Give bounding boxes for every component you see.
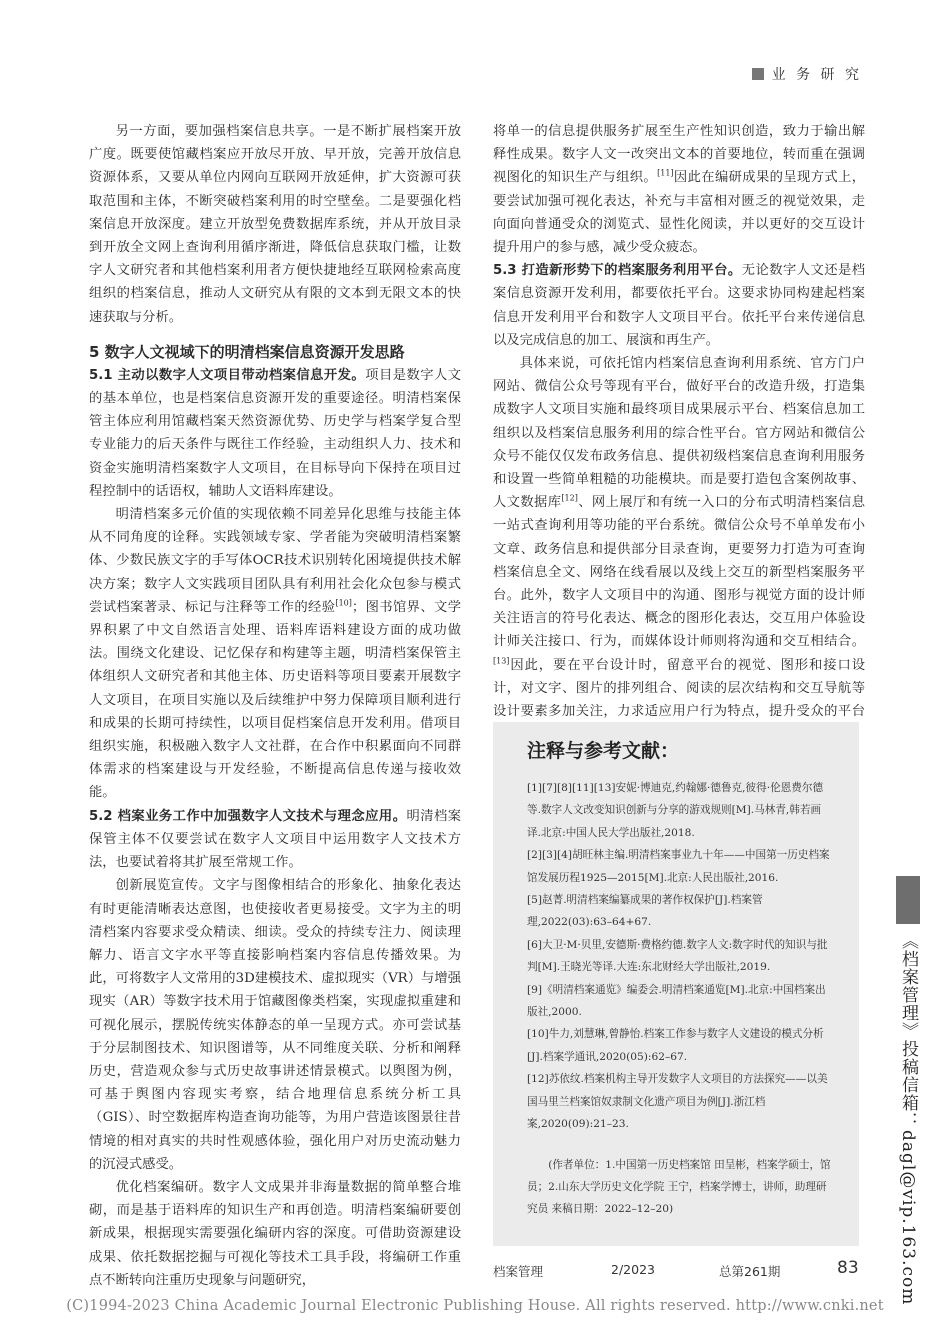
sidebar-bar <box>896 876 920 924</box>
left-column <box>89 120 461 1292</box>
references-title: 注释与参考文献： <box>527 740 680 762</box>
paragraph-text: 项目是数字人文的基本单位，也是档案信息资源开发的重要途径。明清档案保管主体应利用馆藏档案天然资源优势、历史学与档案学复合型专业能力的后天条件与既往工作经验，主动组织人力、技术和资金实施明清档案数字人文项目，在目标导向下保持在项目过程控制中的话语权，辅助人文语料库建设。 <box>89 367 461 499</box>
paragraph-text: 无论数字人文还是档案信息资源开发利用，都要依托平台。这要求协同构建起档案信息开发利用平台和数字人文项目平台。依托平台来传递信息以及完成信息的加工、展演和再生产。 <box>493 263 866 348</box>
page-number: 83 <box>837 1258 859 1278</box>
reference-item: [2][3][4]胡旺林主编.明清档案事业九十年——中国第一历史档案馆发展历程1925—2015[M].北京:人民出版社,2016. <box>527 849 830 884</box>
reference-item: [9]《明清档案通览》编委会.明清档案通览[M].北京:中国档案出版社,2000. <box>527 983 826 1019</box>
paragraph <box>493 259 865 352</box>
submission-sidebar <box>896 876 920 1306</box>
paragraph-text: 将单一的信息提供服务扩展至生产性知识创造，致力于输出解释性成果。数字人文一改突出文本的首要地位，转而重在强调视图化的知识生产与组织。 <box>493 124 865 186</box>
author-info: (作者单位：1.中国第一历史档案馆 田呈彬，档案学硕士，馆员；2.山东大学历史文化学院 王宁，档案学博士，讲师，助理研究员 来稿日期：2022–12–20) <box>527 1158 831 1216</box>
subsection-heading: 5.3 打造新形势下的档案服务利用平台。 <box>493 263 742 279</box>
section-heading: 5 数字人文视域下的明清档案信息资源开发思路 <box>89 342 405 361</box>
citation: [10] <box>335 598 352 608</box>
paragraph: 优化档案编研。数字人文成果并非海量数据的简单整合堆砌，而是基于语料库的知识生产和再创造。明清档案编研要创新成果，根据现实需要强化编研内容的深度。可借助资源建设成果、依托数据挖掘与可视化等技术工具手段，将编研工作重点不断转向注重历史现象与问题研究， <box>89 1179 461 1288</box>
paragraph <box>493 120 865 259</box>
header-square-icon <box>752 68 764 80</box>
paragraph <box>89 503 461 805</box>
paragraph: 另一方面，要加强档案信息共享。一是不断扩展档案开放广度。既要使馆藏档案应开放尽开放、早开放，完善开放信息资源体系，又要从单位内网向互联网开放延伸，扩大资源可获取范围和主体，不断突破档案利用的时空壁垒。二是要强化档案信息开放深度。建立开放型免费数据库系统，并从开放目录到开放全文网上查询利用循序渐进，降低信息获取门槛，让数字人文研究者和其他档案利用者方便快捷地经互联网检索高度组织的档案信息，推动人文研究从有限的文本到无限文本的快速获取与分析。 <box>89 124 461 325</box>
reference-item: [1][7][8][11][13]安妮·博迪克,约翰娜·德鲁克,彼得·伦恩费尔德等.数字人文改变知识创新与分享的游戏规则[M].马林青,韩若画译.北京:中国人民大学出版社,2018. <box>527 782 824 839</box>
citation: [11] <box>657 168 674 178</box>
subsection-heading: 5.1 主动以数字人文项目带动档案信息开发。 <box>89 367 366 383</box>
references-box <box>493 722 859 1246</box>
paragraph-text: 明清档案保管主体不仅要尝试在数字人文项目中运用数字人文技术方法，也要试着将其扩展至常规工作。 <box>89 808 462 871</box>
paragraph <box>493 352 865 746</box>
reference-item: [12]苏依纹.档案机构主导开发数字人文项目的方法探究——以美国马里兰档案馆奴隶制文化遗产项目为例[J].浙江档案,2020(09):21–23. <box>527 1073 828 1131</box>
paragraph-text: 、网上展厅和有统一入口的分布式明清档案信息一站式查询利用等功能的平台系统。微信公众号不单单发布小文章、政务信息和提供部分目录查询，更要努力打造为可查询档案信息全文、网络在线看展以及线上交互的新型档案服务平台。此外，数字人文项目中的沟通、图形与视觉方面的设计师关注语言的符号化表达、概念的图形化表达，交互用户体验设计师关注接口、行为，而媒体设计师则将沟通和交互相结合。 <box>493 495 866 650</box>
section-header <box>752 64 862 84</box>
citation: [13] <box>493 656 510 666</box>
section-title: 业 务 研 究 <box>771 67 862 83</box>
footer-journal: 档案管理 <box>493 1264 544 1279</box>
paragraph-text: 因此，要在平台设计时，留意平台的视觉、图形和接口设计，对文字、图片的排列组合、阅读的层次结构和交互导航等设计要素多加关注，力求适应用户行为特点，提升受众的平台 <box>493 657 865 720</box>
paragraph-text: ；图书馆界、文学界积累了中文自然语言处理、语料库语料建设方面的成功做法。围绕文化建设、记忆保存和构建等主题，明清档案保管主体组织人文研究者和其他主体、历史语料等项目要素开展数字人文项目，在项目实施以及后续维护中努力保障项目顺利进行和成果的长期可持续性，以项目促档案信息开发利用。借项目组织实施，积极融入数字人文社群，在合作中积累面向不同群体需求的档案建设与开发经验，不断提高信息传递与接收效能。 <box>89 599 462 801</box>
paragraph-text: 具体来说，可依托馆内档案信息查询利用系统、官方门户网站、微信公众号等现有平台，做好平台的改造升级，打造集成数字人文项目实施和最终项目成果展示平台、档案信息加工组织以及档案信息服务利用的综合性平台。官方网站和微信公众号不能仅仅发布政务信息、提供初级档案信息查询利用服务和设置一些简单粗糙的功能模块。而是要打造包含案例故事、人文数据库 <box>493 356 865 511</box>
reference-item: [6]大卫·M·贝里,安德斯·费格约德.数字人文:数字时代的知识与批判[M].王晓光等译.大连:东北财经大学出版社,2019. <box>527 938 828 974</box>
paragraph-text: 因此在编研成果的呈现方式上，要尝试加强可视化表达，补充与丰富相对匮乏的视觉效果，走向面向普通受众的浏览式、显性化阅读，并以更好的交互设计提升用户的参与感，减少受众疲态。 <box>493 170 866 256</box>
paragraph <box>89 805 461 875</box>
footer-issue: 2/2023 <box>611 1262 655 1277</box>
right-column <box>493 120 865 746</box>
copyright-notice: (C)1994-2023 China Academic Journal Electronic Publishing House. All rights reserved. http://www.cnki.net <box>66 1298 884 1314</box>
paragraph <box>89 364 461 503</box>
citation: [12] <box>561 493 578 503</box>
reference-item: [10]牛力,刘慧琳,曾静怡.档案工作参与数字人文建设的模式分析[J].档案学通讯,2020(05):62–67. <box>527 1028 824 1063</box>
paragraph-text: 明清档案多元价值的实现依赖不同差异化思维与技能主体从不同角度的诠释。实践领域专家、学者能为突破明清档案繁体、少数民族文字的手写体OCR技术识别转化困境提供技术解决方案；数字人文实践项目团队具有利用社会化众包参与模式尝试档案著录、标记与注释等工作的经验 <box>89 507 461 615</box>
reference-item: [5]赵菁.明清档案编纂成果的著作权保护[J].档案管理,2022(03):63–64+67. <box>527 894 763 929</box>
submission-email: 《档案管理》投稿信箱：dagl@vip.163.com <box>898 932 918 1306</box>
references-list <box>527 777 831 1136</box>
footer-total-issue: 总第261期 <box>719 1264 781 1279</box>
subsection-heading: 5.2 档案业务工作中加强数字人文技术与理念应用。 <box>89 808 407 824</box>
paragraph: 创新展览宣传。文字与图像相结合的形象化、抽象化表达有时更能清晰表达意图，也使接收者更易接受。文字为主的明清档案内容要求受众精读、细读。受众的持续专注力、阅读理解力、语言文字水平等直接影响档案内容信息传播效果。为此，可将数字人文常用的3D建模技术、虚拟现实（VR）与增强现实（AR）等数字技术用于馆藏图像类档案，实现虚拟重建和可视化展示，摆脱传统实体静态的单一呈现方式。亦可尝试基于分层制图技术、知识图谱等，从不同维度关联、分析和阐释历史，营造观众参与式历史故事讲述情景模式。以舆图为例，可基于舆图内容现实考察，结合地理信息系统分析工具（GIS）、时空数据库构造查询功能等，为用户营造该图景往昔情境的相对真实的共时性观感体验，强化用户对历史流动魅力的沉浸式感受。 <box>89 878 461 1172</box>
